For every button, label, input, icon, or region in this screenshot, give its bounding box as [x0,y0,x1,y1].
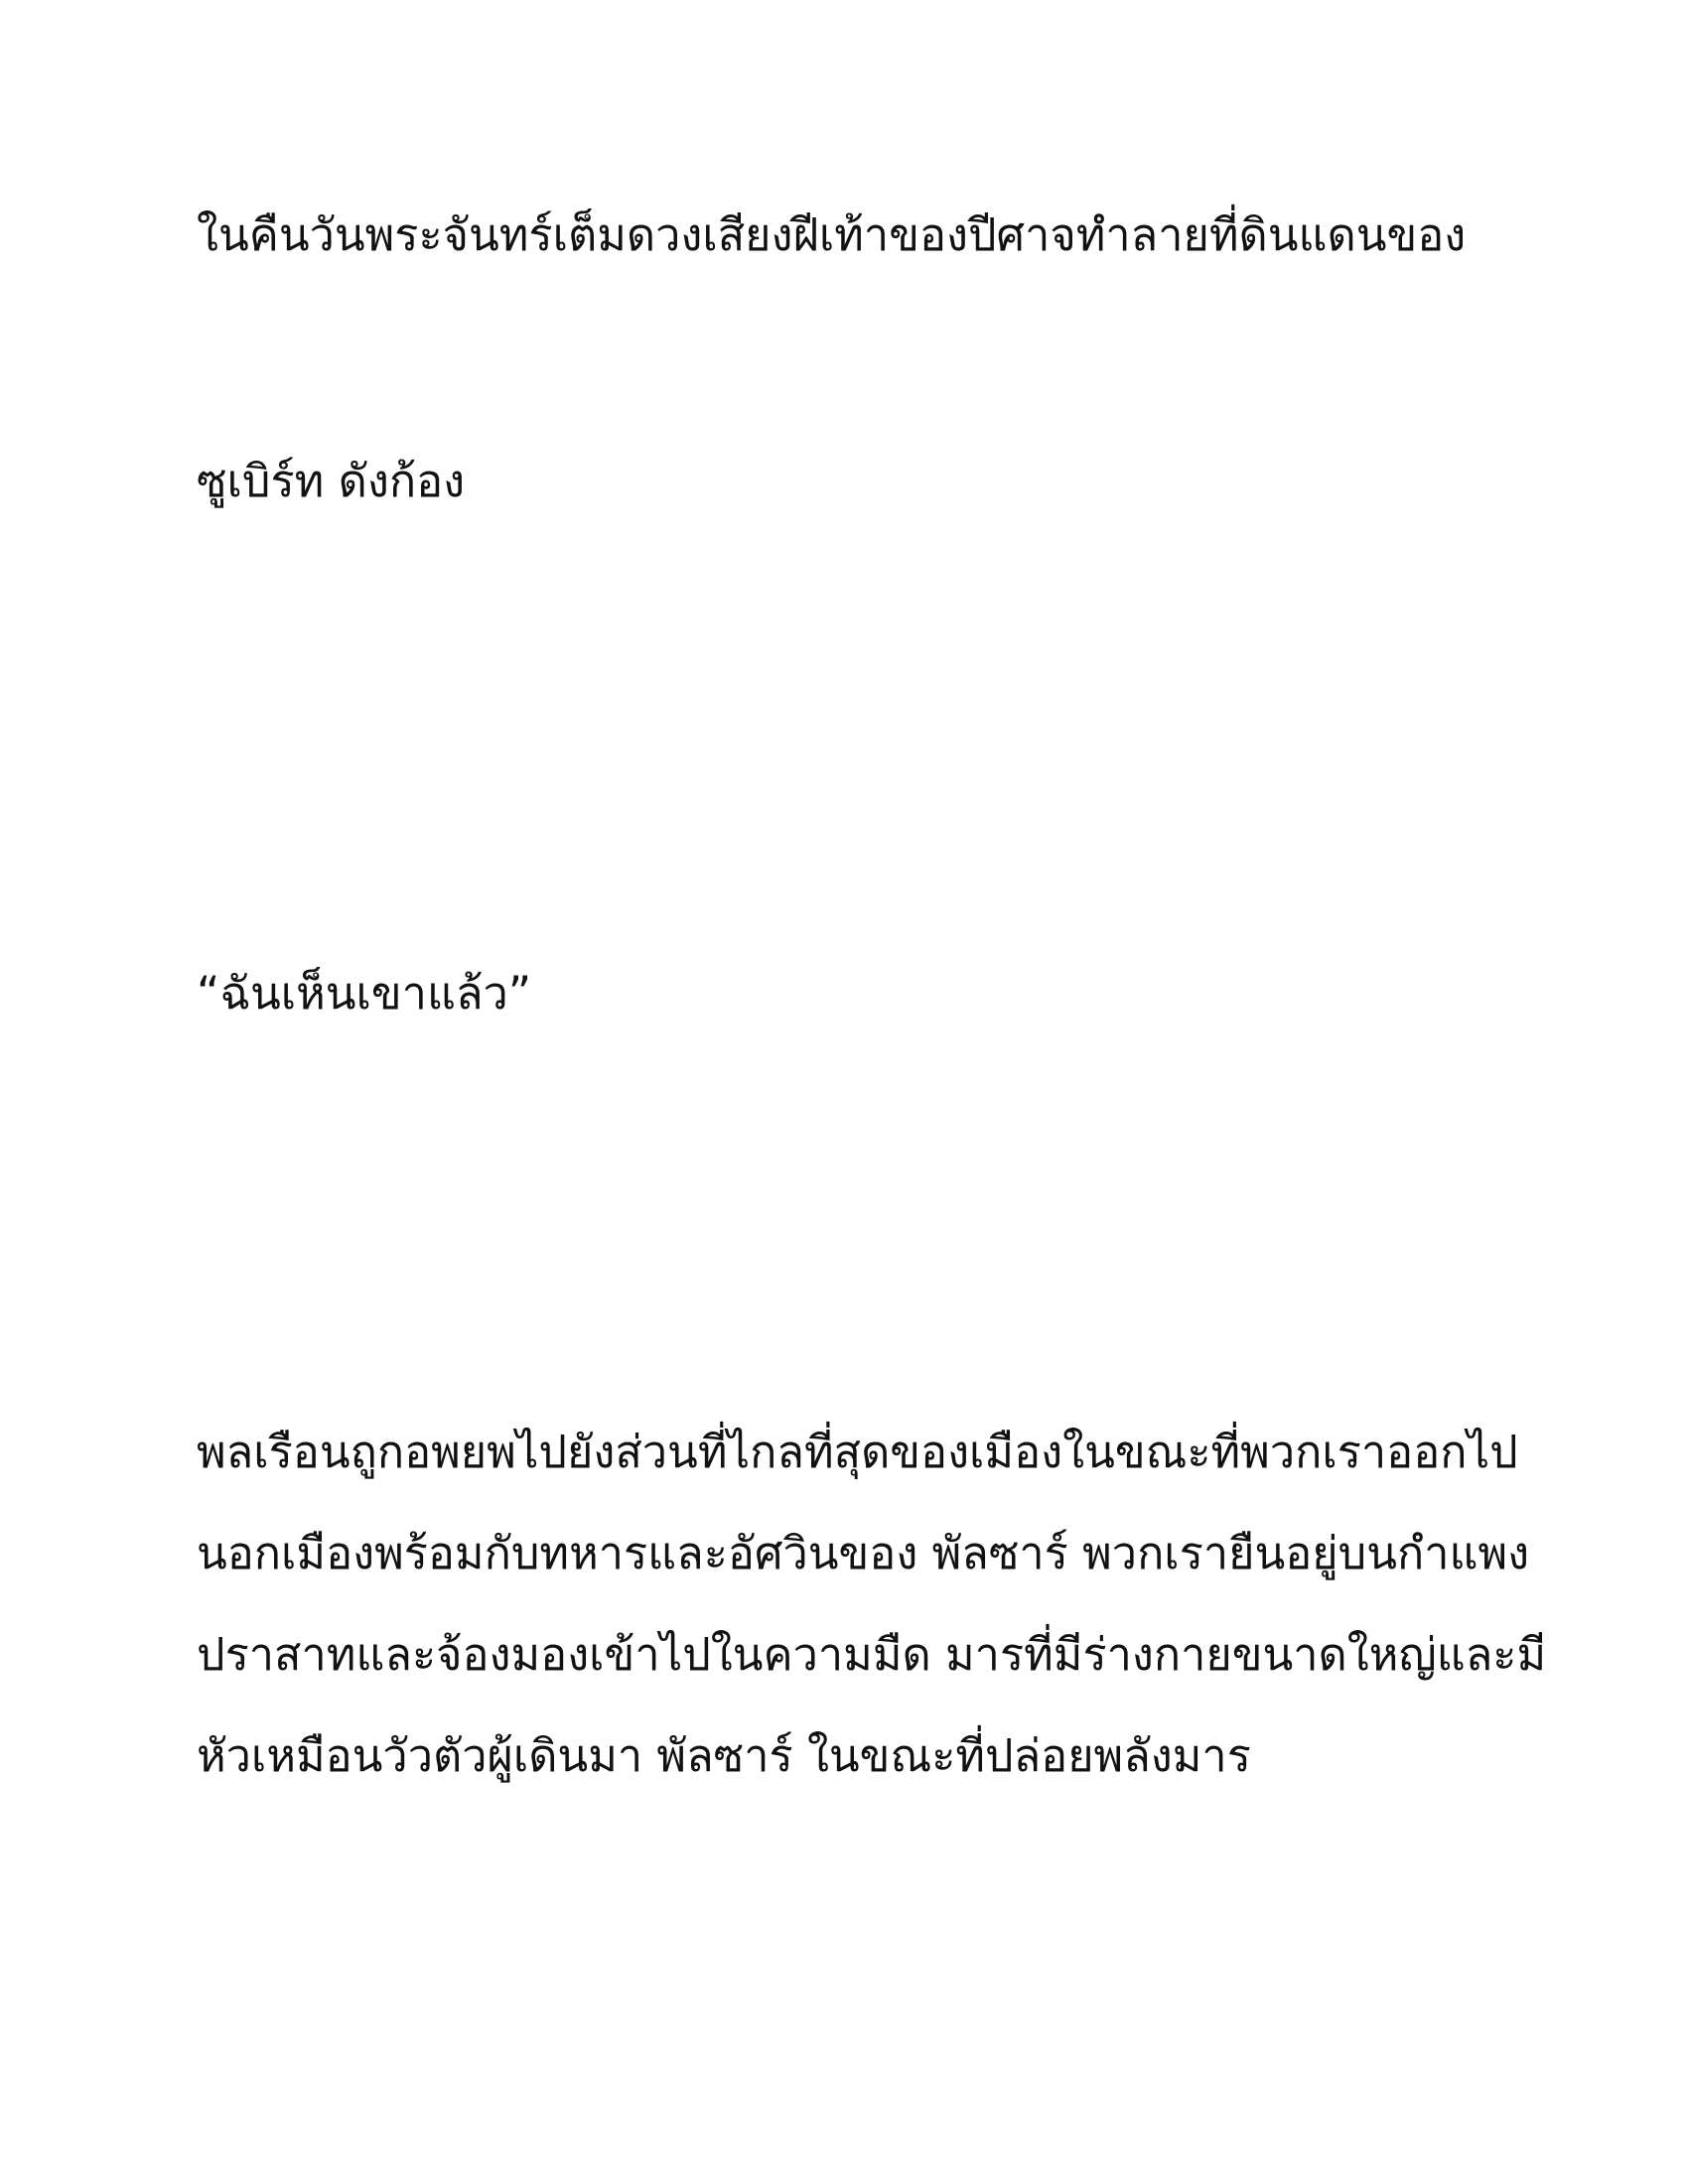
text-line: ซูเบิร์ท ดังก้อง [197,455,466,507]
text-line: ปราสาทและจ้องมองเข้าไปในความมืด มารที่มีร่างกายขนาดใหญ่และมี [197,1628,1547,1681]
text-line: พลเรือนถูกอพยพไปยังส่วนที่ไกลที่สุดของเมืองในขณะที่พวกเราออกไป [197,1426,1518,1478]
text-line: ในคืนวันพระจันทร์เต็มดวงเสียงฝีเท้าของปีศาจทำลายที่ดินแดนของ [197,208,1467,261]
quote-line: “ฉันเห็นเขาแล้ว” [197,967,532,1020]
text-line: หัวเหมือนวัวตัวผู้เดินมา พัลซาร์ ในขณะที่ปล่อยพลังมาร [197,1729,1251,1782]
text-line: นอกเมืองพร้อมกับทหารและอัศวินของ พัลซาร์ พวกเรายืนอยู่บนกำแพง [197,1527,1530,1579]
